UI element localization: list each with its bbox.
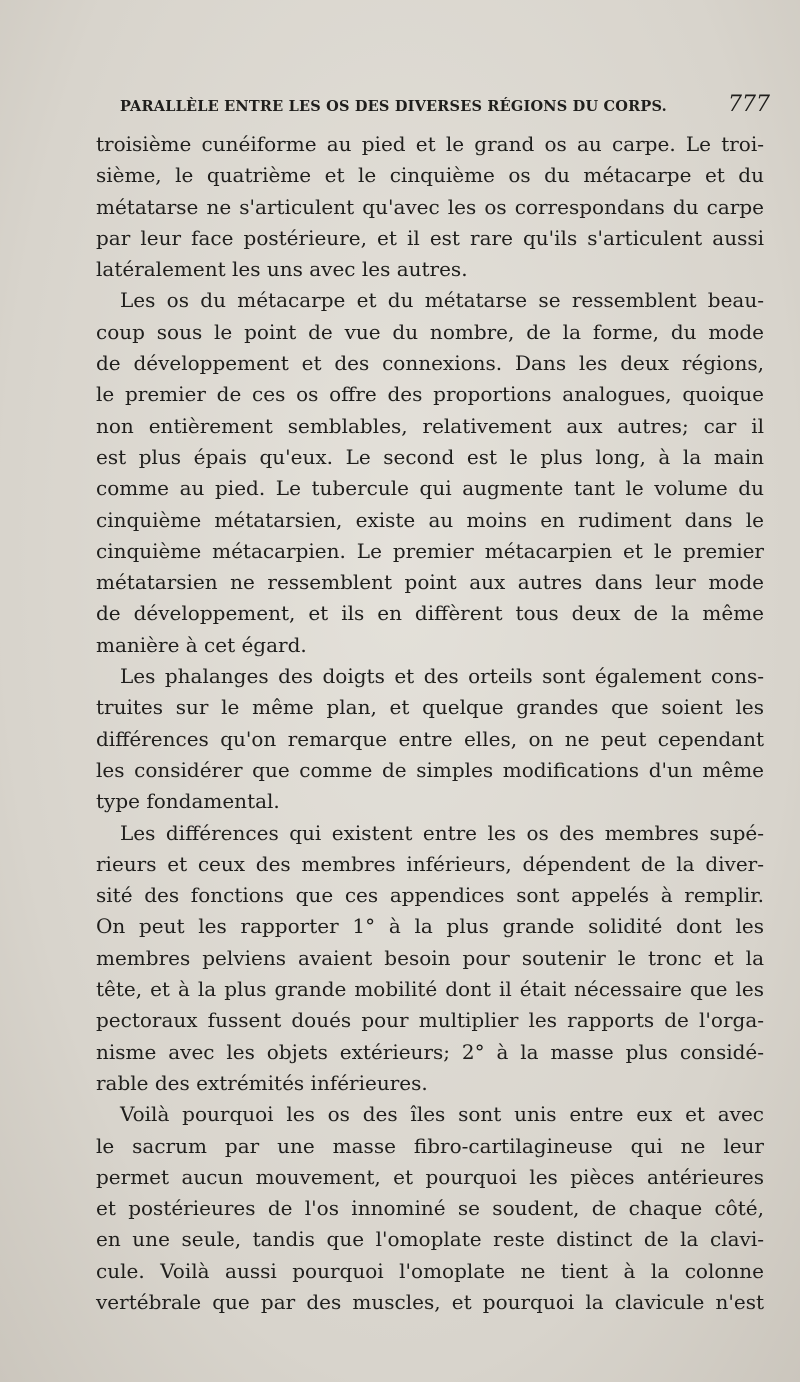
text-line: comme au pied. Le tubercule qui augmente tant le volume du — [96, 476, 764, 501]
text-line: non entièrement semblables, relativement aux autres; car il — [96, 413, 764, 438]
text-line: en une seule, tandis que l'omoplate reste distinct de la clavi- — [96, 1227, 764, 1252]
text-line: rable des extrémités inférieures. — [96, 1070, 428, 1095]
paragraph-start: Les os du métacarpe et du métatarse se ressemblent beau- — [120, 288, 764, 313]
text-line: membres pelviens avaient besoin pour soutenir le tronc et la — [96, 945, 764, 970]
text-line: sième, le quatrième et le cinquième os du métacarpe et du — [96, 163, 764, 188]
paragraph-start: Voilà pourquoi les os des îles sont unis entre eux et avec — [120, 1102, 764, 1127]
text-line: truites sur le même plan, et quelque grandes que soient les — [96, 695, 764, 720]
text-line: cinquième métacarpien. Le premier métacarpien et le premier — [96, 538, 764, 563]
paragraph-start: Les phalanges des doigts et des orteils sont également cons- — [120, 664, 764, 689]
text-line: cule. Voilà aussi pourquoi l'omoplate ne tient à la colonne — [96, 1258, 764, 1283]
text-line: nisme avec les objets extérieurs; 2° à la masse plus considé- — [96, 1039, 764, 1064]
text-line: le sacrum par une masse fibro-cartilagineuse qui ne leur — [96, 1133, 764, 1158]
page-header — [120, 92, 770, 120]
text-line: permet aucun mouvement, et pourquoi les pièces antérieures — [96, 1164, 764, 1189]
text-line: cinquième métatarsien, existe au moins en rudiment dans le — [96, 507, 764, 532]
page-number: 777 — [728, 92, 770, 117]
paragraph-start: Les différences qui existent entre les os des membres supé- — [120, 820, 764, 845]
text-line: métatarsien ne ressemblent point aux autres dans leur mode — [96, 570, 764, 595]
text-line: manière à cet égard. — [96, 632, 307, 657]
text-line: On peut les rapporter 1° à la plus grande solidité dont les — [96, 914, 764, 939]
text-line: vertébrale que par des muscles, et pourquoi la clavicule n'est — [96, 1289, 764, 1314]
text-line: type fondamental. — [96, 789, 280, 814]
text-line: troisième cunéiforme au pied et le grand os au carpe. Le troi- — [96, 132, 764, 156]
text-line: différences qu'on remarque entre elles, on ne peut cependant — [96, 726, 764, 751]
text-line: par leur face postérieure, et il est rare qu'ils s'articulent aussi — [96, 225, 764, 250]
text-line: tête, et à la plus grande mobilité dont il était nécessaire que les — [96, 977, 764, 1002]
body-text — [96, 129, 764, 1318]
text-line: et postérieures de l'os innominé se soudent, de chaque côté, — [96, 1196, 764, 1221]
text-line: pectoraux fussent doués pour multiplier les rapports de l'orga- — [96, 1008, 764, 1033]
text-line: de développement, et ils en diffèrent tous deux de la même — [96, 601, 764, 626]
text-line: est plus épais qu'eux. Le second est le plus long, à la main — [96, 444, 764, 469]
text-line: rieurs et ceux des membres inférieurs, dépendent de la diver- — [96, 851, 764, 876]
text-line: coup sous le point de vue du nombre, de la forme, du mode — [96, 319, 764, 344]
text-line: métatarse ne s'articulent qu'avec les os correspondans du carpe — [96, 194, 764, 219]
text-line: de développement et des connexions. Dans les deux régions, — [96, 351, 764, 376]
text-line: latéralement les uns avec les autres. — [96, 257, 468, 282]
text-line: le premier de ces os offre des proportions analogues, quoique — [96, 382, 764, 407]
running-head: PARALLÈLE ENTRE LES OS DES DIVERSES RÉGIONS DU CORPS. — [120, 98, 667, 115]
text-line: sité des fonctions que ces appendices sont appelés à remplir. — [96, 883, 764, 908]
text-line: les considérer que comme de simples modifications d'un même — [96, 757, 764, 782]
